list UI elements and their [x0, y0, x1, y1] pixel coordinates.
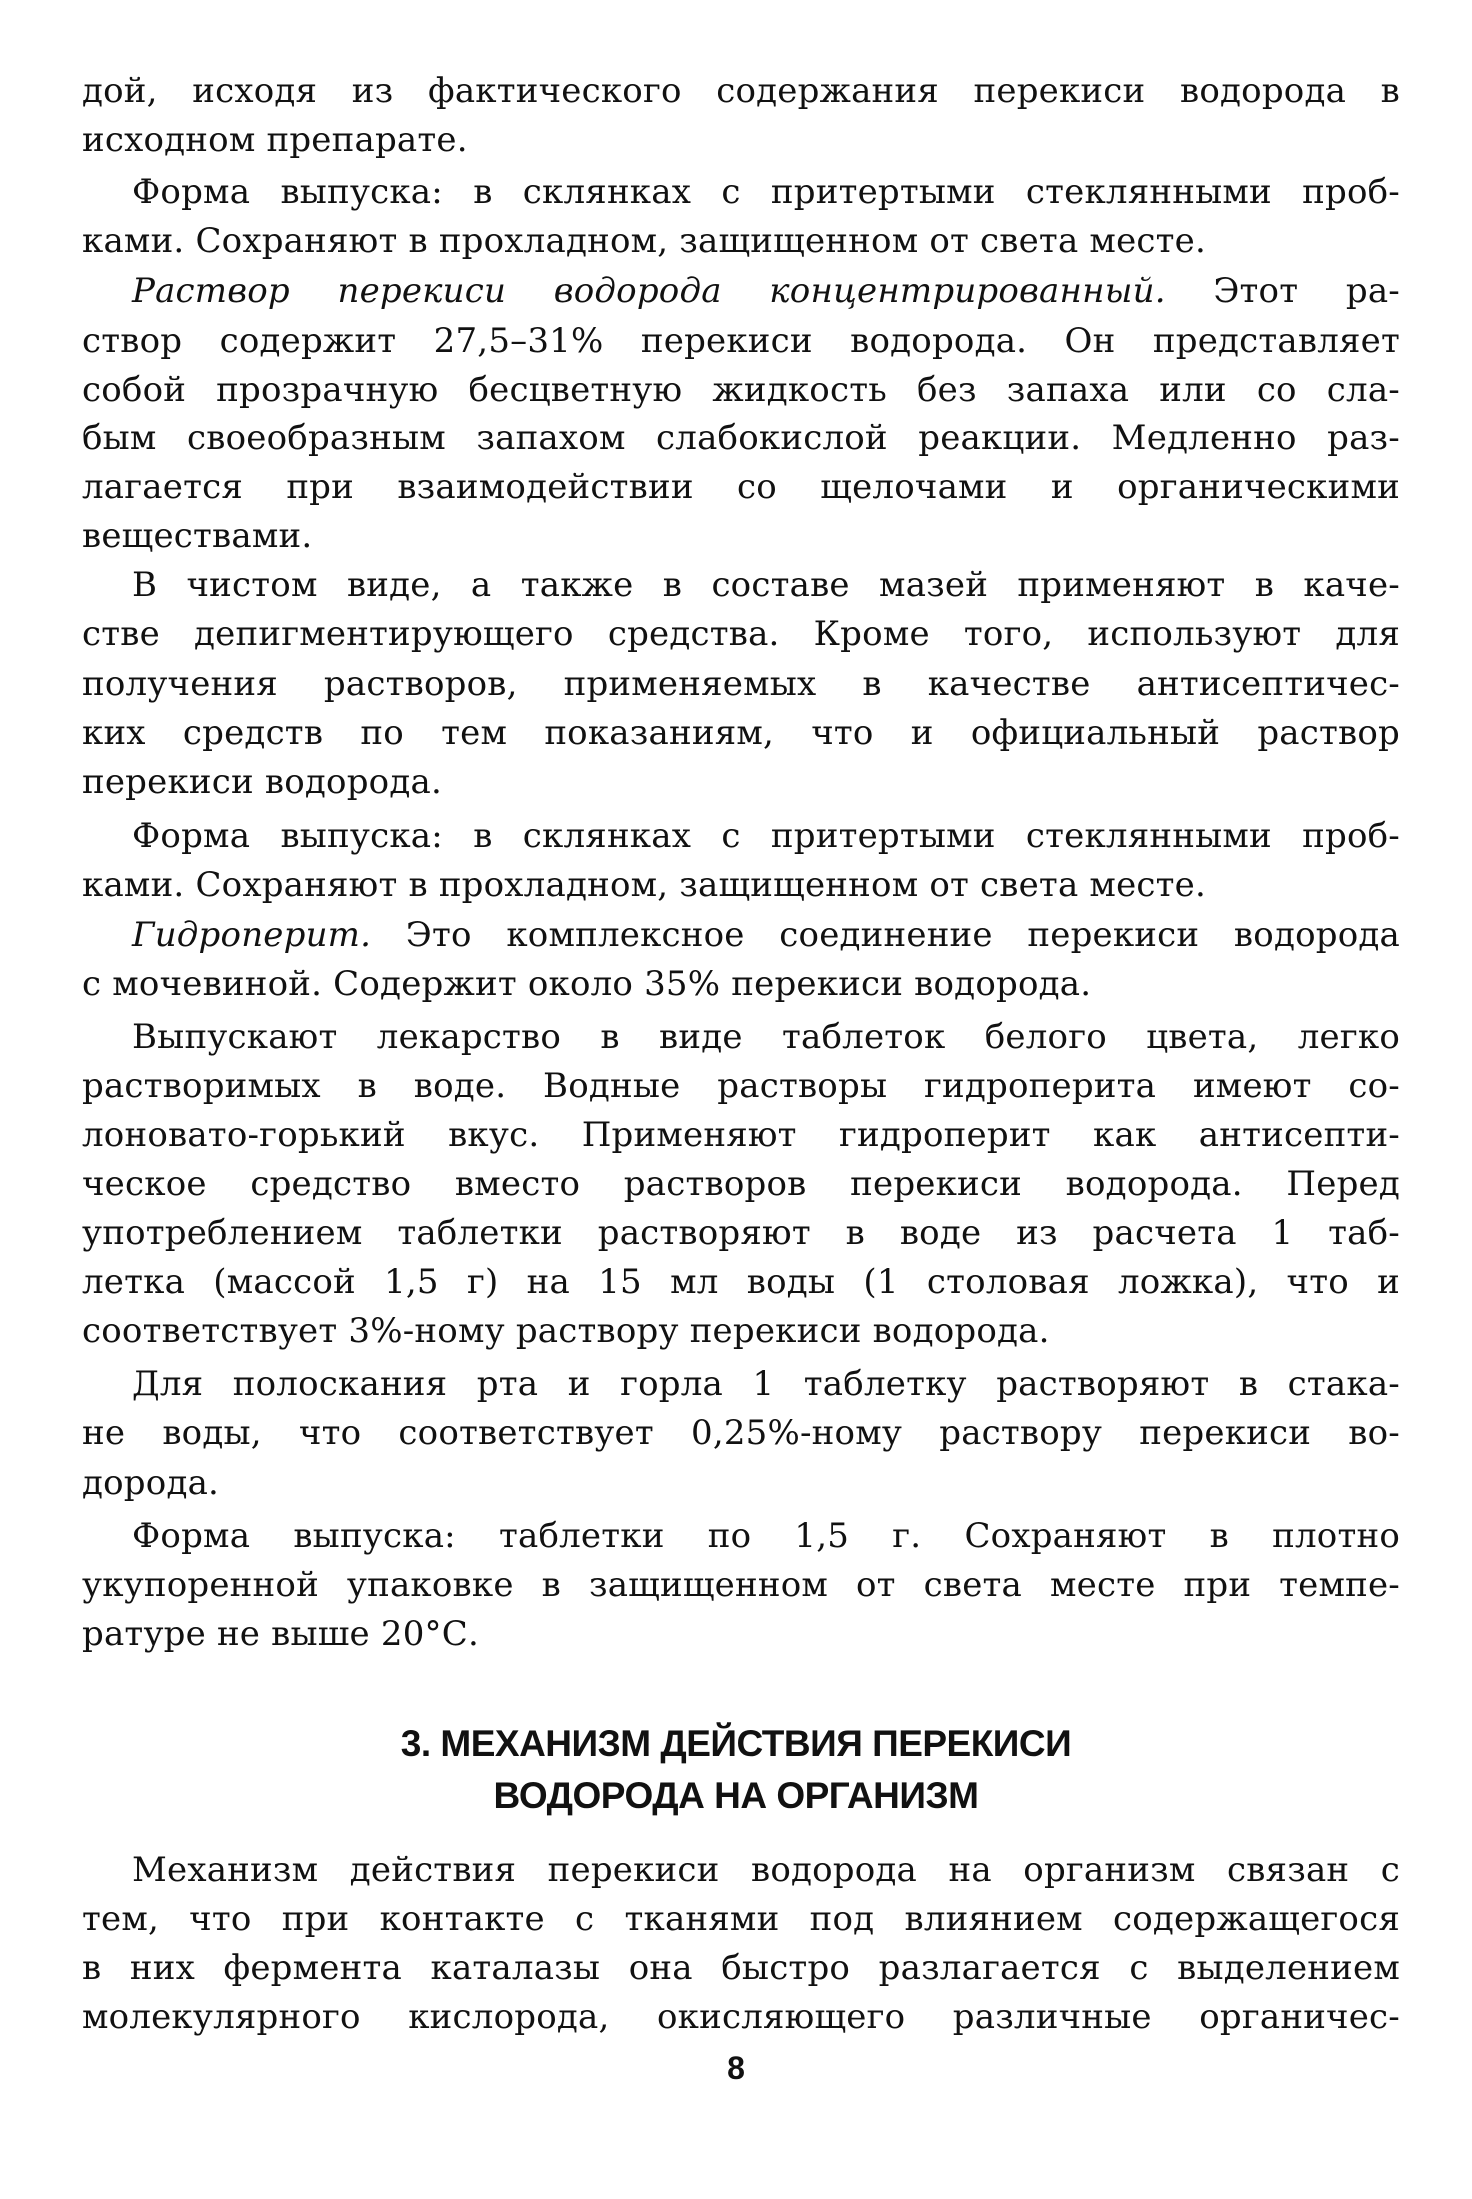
- text-line: Форма выпуска: в склянках с притертыми стеклянными проб-: [132, 816, 1400, 856]
- text-line: исходном препарате.: [82, 120, 468, 160]
- text-line: употреблением таблетки растворяют в воде из расчета 1 таб-: [82, 1213, 1400, 1253]
- text-line: Форма выпуска: в склянках с притертыми стеклянными проб-: [132, 172, 1400, 212]
- text-line: лагается при взаимодействии со щелочами и органическими: [82, 467, 1400, 507]
- text-line: укупоренной упаковке в защищенном от света месте при темпе-: [82, 1565, 1400, 1605]
- text-line: получения растворов, применяемых в качестве антисептичес-: [82, 664, 1400, 704]
- text-line: с мочевиной. Содержит около 35% перекиси водорода.: [82, 964, 1092, 1004]
- text-line: перекиси водорода.: [82, 762, 442, 802]
- text-line: растворимых в воде. Водные растворы гидроперита имеют со-: [82, 1066, 1400, 1106]
- page-number: 8: [727, 2050, 745, 2086]
- text-line: стве депигментирующего средства. Кроме того, используют для: [82, 614, 1400, 654]
- text-line: тем, что при контакте с тканями под влиянием содержащегося: [82, 1899, 1400, 1939]
- text-line: молекулярного кислорода, окисляющего различные органичес-: [82, 1997, 1400, 2037]
- text-line: лоновато-горький вкус. Применяют гидроперит как антисепти-: [82, 1115, 1400, 1155]
- text-line: В чистом виде, а также в составе мазей применяют в каче-: [132, 565, 1400, 605]
- text-line: Раствор перекиси водорода концентрированный. Этот ра-: [132, 271, 1400, 311]
- text-line: створ содержит 27,5–31% перекиси водорода. Он представляет: [82, 321, 1400, 361]
- text-line: Выпускают лекарство в виде таблеток белого цвета, легко: [132, 1017, 1400, 1057]
- text-line: Механизм действия перекиси водорода на организм связан с: [132, 1850, 1400, 1890]
- text-line: Гидроперит. Это комплексное соединение перекиси водорода: [132, 915, 1400, 955]
- text-line: в них фермента каталазы она быстро разлагается с выделением: [82, 1948, 1400, 1988]
- text-line: ческое средство вместо растворов перекиси водорода. Перед: [82, 1164, 1400, 1204]
- text-line: ратуре не выше 20°С.: [82, 1614, 479, 1654]
- text-line: Для полоскания рта и горла 1 таблетку растворяют в стака-: [132, 1364, 1400, 1404]
- text-line: дой, исходя из фактического содержания перекиси водорода в: [82, 71, 1400, 111]
- italic-term: Раствор перекиси водорода концентрированный.: [132, 271, 1166, 311]
- text-line: ких средств по тем показаниям, что и официальный раствор: [82, 713, 1400, 753]
- text-line: ками. Сохраняют в прохладном, защищенном от света месте.: [82, 865, 1206, 905]
- text-line: не воды, что соответствует 0,25%-ному раствору перекиси во-: [82, 1413, 1400, 1453]
- italic-term: Гидроперит.: [132, 915, 372, 955]
- section-heading-line-1: 3. МЕХАНИЗМ ДЕЙСТВИЯ ПЕРЕКИСИ: [400, 1723, 1072, 1764]
- text-line: бым своеобразным запахом слабокислой реакции. Медленно раз-: [82, 418, 1400, 458]
- text-line: летка (массой 1,5 г) на 15 мл воды (1 столовая ложка), что и: [82, 1262, 1400, 1302]
- text-line: соответствует 3%-ному раствору перекиси водорода.: [82, 1311, 1050, 1351]
- text-line: ками. Сохраняют в прохладном, защищенном от света месте.: [82, 221, 1206, 261]
- text-line: собой прозрачную бесцветную жидкость без запаха или со сла-: [82, 370, 1400, 410]
- section-heading-line-2: ВОДОРОДА НА ОРГАНИЗМ: [493, 1775, 979, 1816]
- text-line: Форма выпуска: таблетки по 1,5 г. Сохраняют в плотно: [132, 1516, 1400, 1556]
- text-line: веществами.: [82, 516, 313, 556]
- text-line: дорода.: [82, 1463, 220, 1503]
